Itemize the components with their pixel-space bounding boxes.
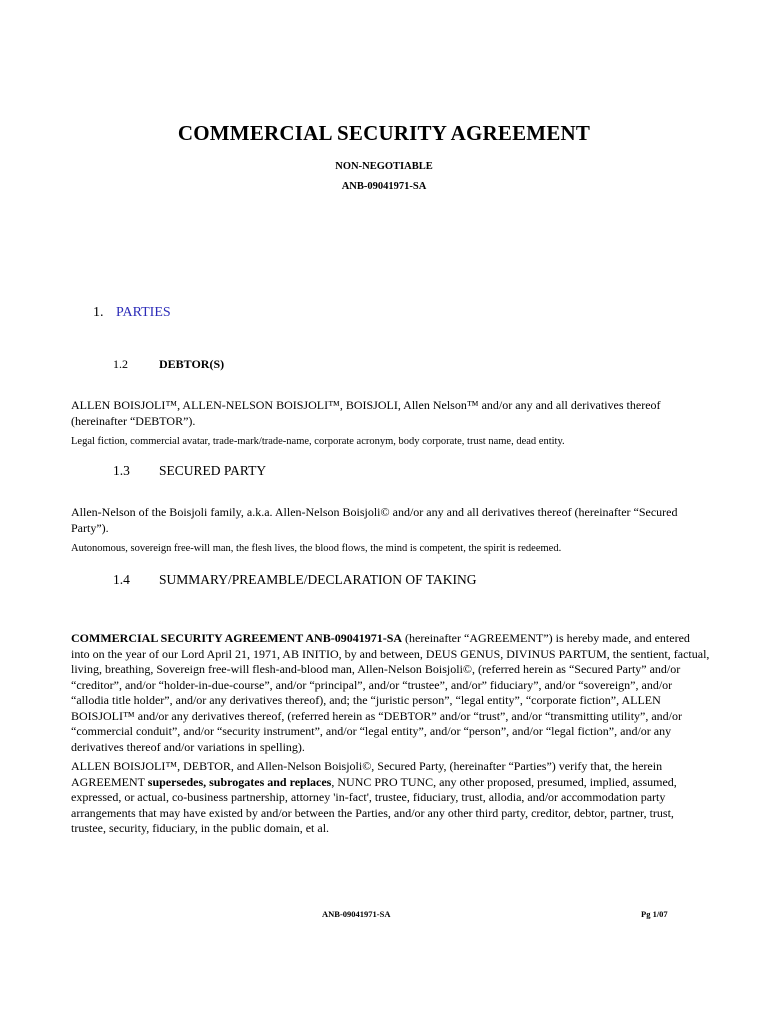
section-1-3-title: SECURED PARTY	[159, 463, 267, 478]
section-1-number: 1.	[93, 305, 104, 320]
section-1-4-heading	[113, 572, 476, 588]
debtor-paragraph: ALLEN BOISJOLI™, ALLEN-NELSON BOISJOLI™, BOISJOLI, Allen Nelson™ and/or any and all derivatives thereof (hereinafter “DEBTOR”).	[71, 398, 661, 428]
verification-bold: supersedes, subrogates and replaces	[147, 774, 332, 789]
document-title: COMMERCIAL SECURITY AGREEMENT	[177, 121, 591, 145]
document-reference: ANB-09041971-SA	[341, 181, 427, 192]
document-subtitle: NON-NEGOTIABLE	[335, 161, 433, 172]
summary-paragraph	[71, 631, 711, 755]
parties-verification-paragraph	[71, 759, 711, 837]
section-1-heading	[93, 305, 171, 321]
summary-body: (hereinafter “AGREEMENT”) is hereby made, and entered into on the year of our Lord April 21, 1971, AB INITIO, by and between, DEUS GENUS, DIVINUS PARTUM, the sentient, factual, living, breathing, Sovereign free-will flesh-and-blood man, Allen-Nelson Boisjoli©, (referred herein as “Secured Party” and/or “creditor”, and/or “holder-in-due-course”, and/or “principal”, and/or “trustee”, and/or” fiduciary”, and/or “sovereign”, and/or “allodia title holder”, and/or any derivatives thereof), and; the “juristic person”, “legal entity”, “corporate fiction”, ALLEN BOISJOLI™ and/or any derivatives thereof, (referred herein as “DEBTOR” and/or “trust”, and/or “transmitting utility”, and/or “commercial conduit”, and/or “security instrument”, and/or “legal entity”, and/or “person”, and/or “legal fiction”, and/or any derivatives thereof and/or variations in spelling).	[71, 631, 710, 754]
debtor-note: Legal fiction, commercial avatar, trade-mark/trade-name, corporate acronym, body corporate, trust name, dead entity.	[71, 436, 565, 447]
section-1-4-title: SUMMARY/PREAMBLE/DECLARATION OF TAKING	[159, 572, 477, 587]
section-1-2-heading	[113, 357, 224, 372]
section-1-3-heading	[113, 463, 266, 479]
section-1-4-number: 1.4	[113, 572, 130, 587]
section-1-title: PARTIES	[116, 305, 171, 320]
secured-party-note: Autonomous, sovereign free-will man, the flesh lives, the blood flows, the mind is competent, the spirit is redeemed.	[71, 543, 562, 554]
footer-reference: ANB-09041971-SA	[322, 909, 391, 919]
section-1-3-number: 1.3	[113, 463, 130, 478]
section-1-2-title: DEBTOR(S)	[159, 357, 225, 371]
footer-page-number: Pg 1/07	[641, 909, 668, 919]
summary-lead: COMMERCIAL SECURITY AGREEMENT ANB-09041971-SA	[71, 631, 403, 645]
verification-start: ALLEN BOISJOLI™, DEBTOR, and Allen-Nelson Boisjoli©, Secured Party, (hereinafter “Parties”) verify that, the herein AGREEMENT	[71, 759, 663, 789]
section-1-2-number: 1.2	[113, 357, 128, 371]
secured-party-paragraph: Allen-Nelson of the Boisjoli family, a.k.a. Allen-Nelson Boisjoli© and/or any and all derivatives thereof (hereinafter “Secured Party”).	[71, 505, 678, 535]
verification-rest: , NUNC PRO TUNC, any other proposed, presumed, implied, assumed, expressed, or actual, co-business partnership, attorney 'in-fact', trustee, fiduciary, trust, allodia, and/or accommodation party arrangements that may have existed by and/or between the Parties, and/or any other third party, creditor, debtor, partner, trust, trustee, security, fiduciary, in the public domain, et al.	[71, 774, 677, 835]
